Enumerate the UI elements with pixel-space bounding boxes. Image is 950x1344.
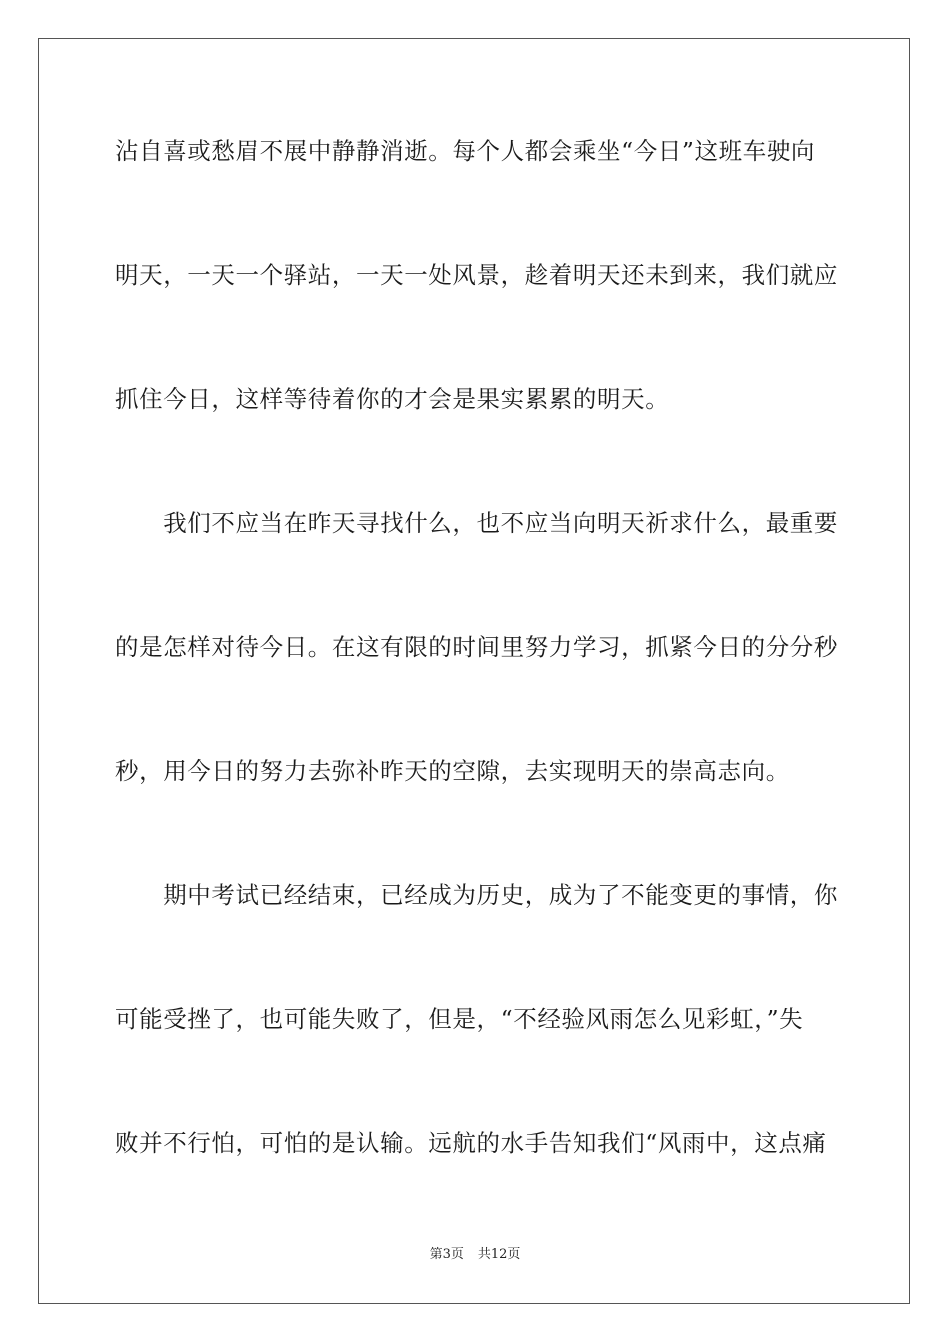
text-line: 的是怎样对待今日。在这有限的时间里努力学习，抓紧今日的分分秒 (115, 633, 838, 661)
text-line: 沾自喜或愁眉不展中静静消逝。每个人都会乘坐“今日”这班车驶向 (115, 137, 816, 165)
page-border (38, 38, 910, 1304)
text-line: 败并不行怕，可怕的是认输。远航的水手告知我们“风雨中，这点痛 (115, 1129, 827, 1157)
text-line: 我们不应当在昨天寻找什么，也不应当向明天祈求什么，最重要 (115, 509, 838, 537)
page-number: 第3页 (429, 1247, 464, 1262)
text-line: 可能受挫了，也可能失败了，但是，“不经验风雨怎么见彩虹，”失 (115, 1005, 804, 1033)
page-total: 共12页 (477, 1247, 521, 1262)
text-line: 明天，一天一个驿站，一天一处风景，趁着明天还未到来，我们就应 (115, 261, 838, 289)
text-line: 抓住今日，这样等待着你的才会是果实累累的明天。 (115, 385, 670, 413)
text-line: 秒，用今日的努力去弥补昨天的空隙，去实现明天的崇高志向。 (115, 757, 790, 785)
page-footer (0, 1247, 950, 1263)
text-line: 期中考试已经结束，已经成为历史，成为了不能变更的事情，你 (115, 881, 838, 909)
